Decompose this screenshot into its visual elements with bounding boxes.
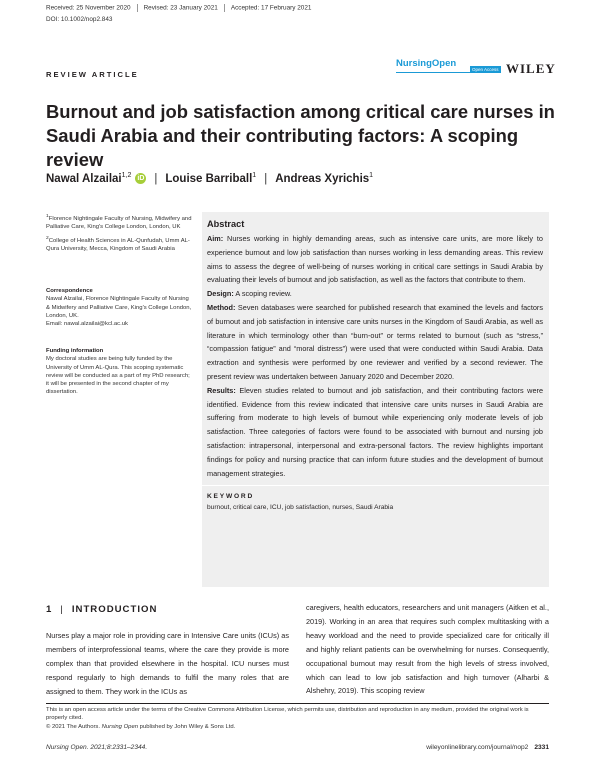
open-access-badge: Open Access — [472, 67, 499, 72]
journal-logo[interactable]: NursingOpen — [396, 58, 457, 69]
keywords: burnout, critical care, ICU, job satisfaction, nurses, Saudi Arabia — [207, 504, 394, 512]
design-label: Design: — [207, 289, 234, 299]
abstract-design — [207, 287, 543, 301]
aim-text: Nurses working in highly demanding areas, such as intensive care units, are more likely to experience burnout and low job satisfaction than nurses working in less demanding areas. This review aims to assess the degree of well-being of nurses working in critical care settings in Saudi Arabia by evaluating their levels of burnout and job satisfaction, as well as the factors that contribute to them. — [207, 234, 543, 285]
keyword-heading: KEYWORD — [207, 493, 255, 501]
revised-date: Revised: 23 January 2021 — [143, 4, 218, 12]
funding-heading: Funding information — [46, 348, 104, 354]
divider: | — [264, 172, 268, 185]
funding — [46, 347, 194, 397]
affiliation-2 — [46, 235, 194, 254]
author-name[interactable]: Louise Barriball — [165, 172, 253, 185]
received-date: Received: 25 November 2020 — [46, 4, 131, 12]
author-name[interactable]: Andreas Xyrichis — [275, 172, 370, 185]
section-tag: REVIEW ARTICLE — [46, 70, 139, 79]
results-text: Eleven studies related to burnout and job satisfaction, and their contributing factors were identified. Evidence from this review indicated that intensive care units nurses in Saudi Arabia are suffering from moderate to high levels of burnout while experiencing only moderate levels of job satisfaction. Three categories of factors were found to be associated with burnout and nursing job satisfaction: intrapersonal, interpersonal and extra-personal factors. The review highlights important findings for policy and nursing practice that can inform future studies and the development of burnout management strategies. — [207, 385, 544, 478]
section-number: 1 — [46, 604, 53, 615]
affiliation-text: College of Health Sciences in AL-Qunfudah, Umm AL-Qura University, Mecca, Kingdom of Saudi Arabia — [46, 237, 190, 252]
abstract-aim — [207, 232, 543, 287]
footnote-rule — [46, 703, 549, 704]
divider: | — [154, 172, 158, 185]
results-label: Results: — [207, 385, 236, 395]
article-title: Burnout and job satisfaction among critical care nurses in Saudi Arabia and their contributing factors: A scoping review — [46, 101, 555, 170]
section-title: INTRODUCTION — [71, 604, 158, 615]
method-label: Method: — [207, 302, 236, 312]
abstract-heading: Abstract — [207, 219, 245, 229]
citation: Nursing Open. 2021;8:2331–2344. — [46, 744, 148, 751]
copyright-prefix: © 2021 The Authors. — [46, 723, 102, 730]
author-affiliation: 1,2 — [121, 172, 132, 179]
funding-text: My doctoral studies are being fully funded by the University of Umm AL-Qura. This scoping systematic review will be conducted as a part of my PhD research; it will be presented in the second chapter of my dissertation. — [46, 356, 190, 396]
publisher-logo[interactable]: WILEY — [506, 61, 556, 76]
design-text: A scoping review. — [235, 289, 292, 299]
correspondence-heading: Correspondence — [46, 288, 93, 294]
author-name[interactable]: Nawal Alzailai — [46, 172, 122, 185]
orcid-icon[interactable]: iD — [137, 175, 145, 183]
abstract-box — [202, 212, 549, 587]
article-dates — [46, 4, 311, 12]
abstract-method — [207, 301, 543, 384]
intro-right-column: caregivers, health educators, researchers and unit managers (Aitken et al., 2019). Working in an area that requires such complex multitasking with a heavy workload and the need to provide specialized care for critically ill and highly reliant patients can be overwhelming for nurses. Consequently, occupational burnout may result from the high levels of stress involved, which can lead to low job satisfaction and high turnover (Alharbi & Alshehry, 2019). This scoping review — [306, 603, 549, 696]
divider: | — [60, 604, 64, 615]
copyright-text — [46, 723, 549, 731]
divider — [202, 485, 549, 486]
author-affiliation: 1 — [252, 172, 257, 179]
author-affiliation: 1 — [369, 172, 374, 179]
copyright-journal: Nursing Open — [101, 723, 139, 730]
page-footer — [426, 744, 549, 751]
aim-label: Aim: — [207, 234, 224, 243]
logo-underline — [396, 72, 500, 73]
correspondence-text: Nawal Alzailai, Florence Nightingale Faculty of Nursing & Midwifery and Palliative Care, King's College London, London, UK. — [46, 296, 192, 319]
license-text: This is an open access article under the terms of the Creative Commons Attribution License, which permits use, distribution and reproduction in any medium, provided the original work is properly cited. — [46, 707, 529, 722]
doi[interactable]: DOI: 10.1002/nop2.843 — [46, 16, 113, 23]
author-list — [46, 172, 373, 185]
copyright-suffix: published by John Wiley & Sons Ltd. — [138, 723, 236, 730]
affiliation-text: Florence Nightingale Faculty of Nursing, Midwifery and Palliative Care, King's College London, London, UK — [46, 215, 192, 231]
correspondence-email[interactable]: Email: nawal.alzailai@kcl.ac.uk — [46, 321, 128, 328]
divider — [137, 4, 138, 12]
correspondence — [46, 287, 194, 328]
abstract-results — [207, 384, 543, 481]
affiliation-number: 1 — [46, 214, 49, 219]
affiliations — [46, 213, 194, 253]
license-footnote — [46, 706, 549, 731]
section-heading — [46, 604, 157, 615]
divider — [224, 4, 225, 12]
page-number: 2331 — [534, 744, 549, 751]
intro-left-column: Nurses play a major role in providing care in Intensive Care units (ICUs) as members of interprofessional teams, where the care they provide is more complex than that provided elsewhere in the hospital. ICU nurses must respond regularly to high demands to fulfil the many roles that are assigned to them. They work in the ICUs as — [46, 631, 289, 696]
affiliation-1 — [46, 213, 194, 232]
journal-url[interactable]: wileyonlinelibrary.com/journal/nop2 — [426, 744, 529, 751]
accepted-date: Accepted: 17 February 2021 — [230, 4, 312, 12]
method-text: Seven databases were searched for published research that examined the levels and factors of burnout and job satisfaction in intensive care units nurses in the Kingdom of Saudi Arabia, as well as literature in which terminology other than “burn-out” or terms related to burnout (such as “stress,” “compassion fatigue” and “moral distress”) were used that were conducted within Saudi Arabia. Data extraction and synthesis were performed by one reviewer and verified by a second reviewer. The present review was undertaken between January 2020 and December 2020. — [207, 302, 543, 381]
affiliation-number: 2 — [46, 235, 49, 241]
